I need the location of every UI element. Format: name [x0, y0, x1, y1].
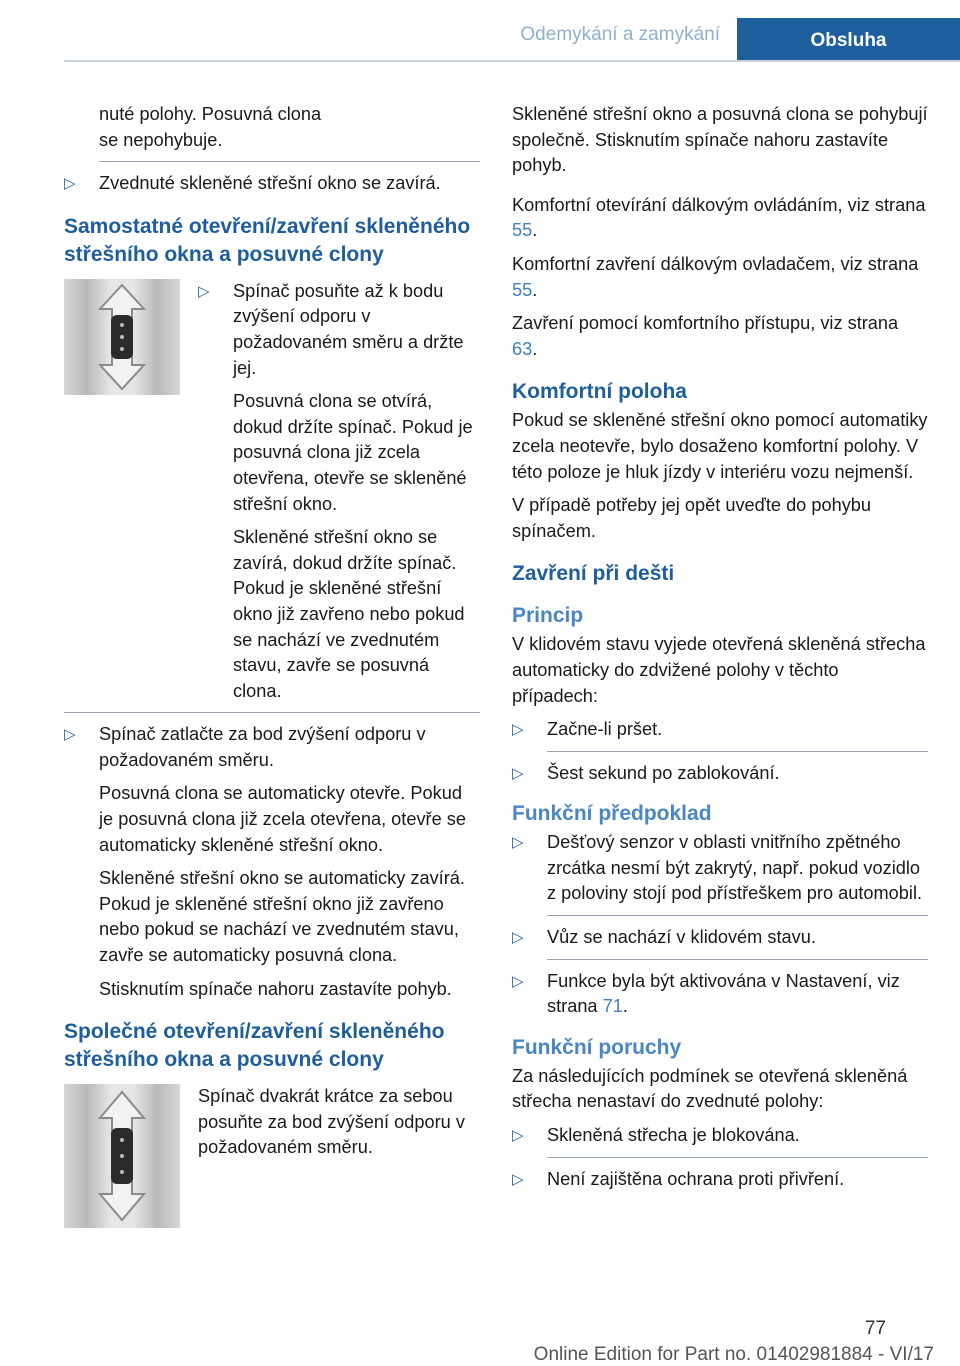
list-item-text: Šest sekund po zablokování. — [547, 762, 780, 783]
heading-requirement: Funkční předpoklad — [512, 802, 712, 826]
page-link[interactable]: 55 — [512, 220, 533, 241]
list-item-text: Skleněné střešní okno se zavírá, dokud držíte spínač. Pokud je skleněné střešní okno již zavřeno nebo pokud se nachází ve zvednutém stavu, zavře se posuvná clona. — [233, 527, 465, 701]
heading-rain-closing: Zavření při dešti — [512, 562, 675, 586]
intro-text — [64, 102, 480, 153]
list-item-text: Spínač posuňte až k bodu zvýšení odporu v požadovaném směru a držte jej. — [233, 280, 464, 378]
left-column — [64, 102, 480, 1204]
divider — [547, 915, 928, 916]
paragraph: Pokud se skleněné střešní okno pomocí automatiky zcela neotevře, bylo dosaženo komfortní polohy. V této poloze je hluk jízdy v interiéru vozu nejmenší. — [512, 410, 928, 482]
bullet-triangle-icon: ▷ — [512, 721, 524, 739]
divider — [64, 712, 480, 713]
roof-switch-illustration — [64, 1084, 180, 1228]
list-item-text: Funkce byla být aktivována v Nastavení, viz strana 71. — [547, 970, 900, 1017]
divider — [547, 751, 928, 752]
heading-separate-operation: Samostatné otevření/zavření skleněného střešního okna a posuvné clony — [64, 214, 471, 266]
bullet-triangle-icon: ▷ — [64, 175, 76, 193]
bullet-triangle-icon: ▷ — [198, 282, 210, 300]
list-item — [198, 279, 480, 705]
list-item-text: Skleněné střešní okno se automaticky zavírá. Pokud je skleněné střešní okno již zavřeno nebo pokud se nachází ve zvednutém stavu, zavře se automaticky posuvná clona. — [99, 868, 465, 966]
paragraph: Skleněné střešní okno a posuvná clona se pohybují společně. Stisknutím spínače nahoru zastavíte pohyb. — [512, 104, 928, 176]
edition-note: Online Edition for Part no. 01402981884 - VI/17 — [533, 1344, 934, 1365]
reference-text: Komfortní zavření dálkovým ovladačem, viz strana — [512, 253, 919, 274]
divider — [547, 1157, 928, 1158]
figure-bullets — [198, 279, 480, 705]
bullet-triangle-icon: ▷ — [512, 929, 524, 947]
list-item-text: Skleněná střecha je blokována. — [547, 1125, 800, 1146]
page-link[interactable]: 71 — [602, 996, 623, 1017]
list-item-text: Stisknutím spínače nahoru zastavíte pohyb. — [99, 978, 452, 999]
list-item — [64, 722, 480, 1002]
bullet-triangle-icon: ▷ — [512, 764, 524, 782]
roof-switch-image — [64, 1084, 180, 1228]
reference-text: Komfortní otevírání dálkovým ovládáním, viz strana — [512, 194, 926, 215]
list-item-text: Zvednuté skleněné střešní okno se zavírá. — [99, 173, 441, 194]
list-item — [512, 830, 928, 907]
list-item — [64, 171, 480, 197]
bullet-triangle-icon: ▷ — [512, 834, 524, 852]
heading-joint-operation: Společné otevření/zavření skleněného střešního okna a posuvné clony — [64, 1020, 445, 1072]
paragraph: Za následujících podmínek se otevřená skleněná střecha nenastaví do zvednuté polohy: — [512, 1065, 908, 1112]
page-link[interactable]: 55 — [512, 279, 533, 300]
roof-switch-illustration — [64, 279, 180, 395]
header-rule — [64, 60, 960, 62]
cross-reference: Komfortní zavření dálkovým ovladačem, viz strana 55. — [512, 253, 919, 300]
bullet-triangle-icon: ▷ — [512, 1170, 524, 1188]
switch-figure-row — [64, 1084, 480, 1204]
paragraph: V případě potřeby jej opět uveďte do pohybu spínačem. — [512, 495, 872, 541]
heading-comfort-position: Komfortní poloha — [512, 380, 687, 404]
list-item-text: Spínač zatlačte za bod zvýšení odporu v požadovaném směru. — [99, 724, 426, 770]
intro-line-1: nuté polohy. Posuvná clona — [99, 104, 322, 124]
list-item-text: Posuvná clona se automaticky otevře. Pokud je posuvná clona již zcela otevřena, otevře se automaticky skleněné střešní okno. — [99, 783, 466, 855]
intro-line-2: se nepohybuje. — [99, 129, 223, 150]
section-tab-label: Obsluha — [810, 30, 887, 51]
list-item — [512, 761, 928, 787]
list-item — [512, 717, 928, 743]
list-item-text: Není zajištěna ochrana proti přivření. — [547, 1168, 845, 1189]
list-item — [512, 1123, 928, 1149]
divider — [547, 959, 928, 960]
list-item — [512, 925, 928, 951]
reference-text: Funkce byla být aktivována v Nastavení, viz strana — [547, 970, 900, 1017]
cross-reference: Zavření pomocí komfortního přístupu, viz strana 63. — [512, 313, 899, 359]
heading-faults: Funkční poruchy — [512, 1035, 682, 1059]
list-item — [512, 1167, 928, 1193]
page-link[interactable]: 63 — [512, 338, 533, 359]
section-tab — [737, 18, 960, 60]
list-item-text: Dešťový senzor v oblasti vnitřního zpětného zrcátka nesmí být zakrytý, např. pokud vozidlo z poloviny stojí pod přístřeškem pro automobil. — [547, 832, 923, 904]
bullet-triangle-icon: ▷ — [64, 726, 76, 744]
list-item-text: Vůz se nachází v klidovém stavu. — [547, 927, 816, 948]
cross-reference: Komfortní otevírání dálkovým ovládáním, viz strana 55. — [512, 194, 926, 241]
chapter-title: Odemykání a zamykání — [520, 24, 720, 45]
bullet-triangle-icon: ▷ — [512, 972, 524, 990]
paragraph: Spínač dvakrát krátce za sebou posuňte za bod zvýšení odporu v požadovaném směru. — [198, 1086, 465, 1158]
reference-text: Zavření pomocí komfortního přístupu, viz strana — [512, 313, 899, 334]
heading-principle: Princip — [512, 604, 584, 628]
list-item-text: Začne-li pršet. — [547, 719, 663, 740]
right-column — [512, 102, 928, 1200]
page-number: 77 — [864, 1318, 886, 1339]
bullet-triangle-icon: ▷ — [512, 1127, 524, 1145]
list-item — [512, 969, 928, 1020]
paragraph: V klidovém stavu vyjede otevřená skleněná střecha automaticky do zdvižené polohy v těchto případech: — [512, 634, 926, 706]
divider — [99, 161, 480, 162]
roof-switch-image — [64, 279, 180, 395]
list-item-text: Posuvná clona se otvírá, dokud držíte spínač. Pokud je posuvná clona již zcela otevřena, otevře se skleněné střešní okno. — [233, 391, 473, 514]
switch-figure-row — [64, 279, 480, 705]
page-header — [0, 0, 960, 62]
figure-text — [198, 1084, 480, 1161]
